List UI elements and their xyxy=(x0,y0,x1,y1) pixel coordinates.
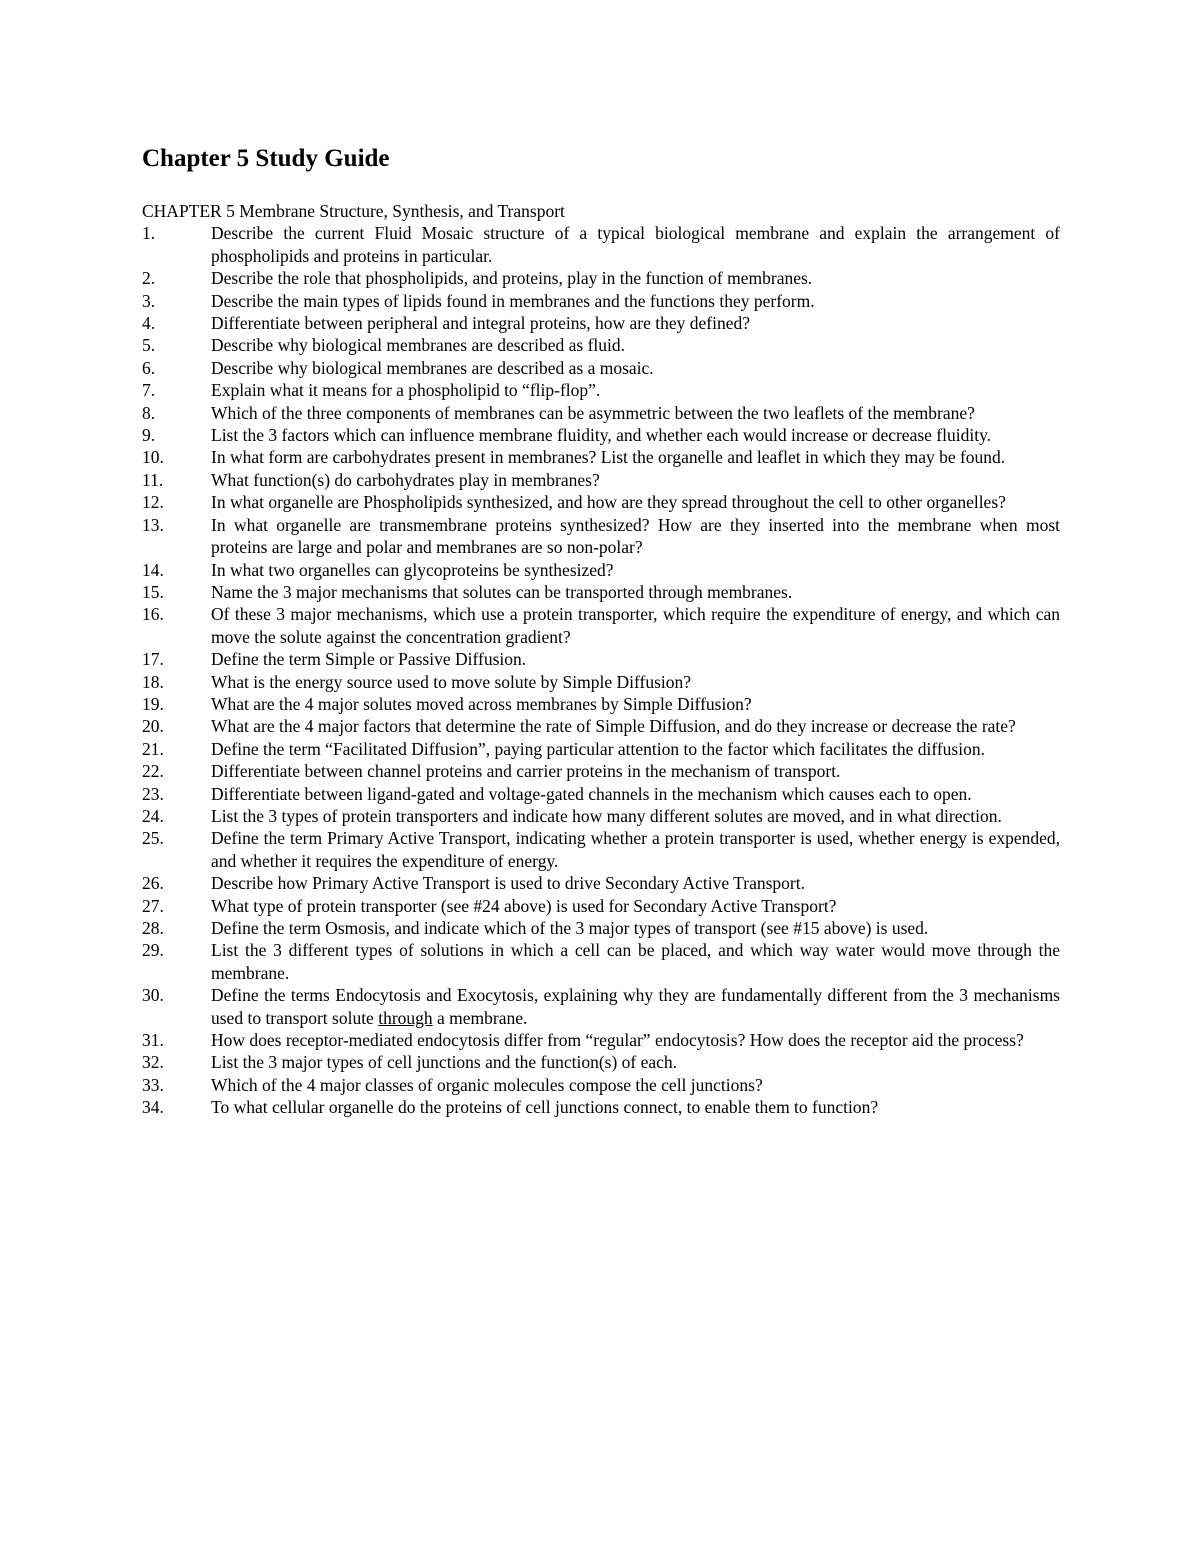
question-text: Describe the role that phospholipids, and proteins, play in the function of membranes. xyxy=(211,268,813,289)
question-item xyxy=(142,357,1060,379)
question-number: 24. xyxy=(142,805,164,826)
question-item xyxy=(142,693,1060,715)
question-number: 31. xyxy=(142,1030,164,1051)
question-item xyxy=(142,738,1060,760)
question-item xyxy=(142,514,1060,559)
question-text-part: a membrane. xyxy=(432,1007,528,1028)
question-text: In what two organelles can glycoproteins be synthesized? xyxy=(211,559,614,580)
question-item xyxy=(142,312,1060,334)
question-text: What function(s) do carbohydrates play in membranes? xyxy=(211,469,600,490)
question-number: 23. xyxy=(142,783,164,804)
question-text: Describe why biological membranes are described as a mosaic. xyxy=(211,357,654,378)
question-text: Of these 3 major mechanisms, which use a protein transporter, which require the expenditure of energy, and which can move the solute against the concentration gradient? xyxy=(211,604,1060,647)
question-item xyxy=(142,984,1060,1029)
question-number: 22. xyxy=(142,761,164,782)
question-item xyxy=(142,805,1060,827)
question-text-part: Define the terms Endocytosis and Exocytosis, explaining why they are fundamentally different from the 3 mechanisms used to transport solute xyxy=(211,985,1060,1028)
question-item xyxy=(142,559,1060,581)
question-number: 10. xyxy=(142,447,164,468)
question-text: In what organelle are Phospholipids synthesized, and how are they spread throughout the cell to other organelles? xyxy=(211,492,1006,513)
question-text: Define the term Primary Active Transport, indicating whether a protein transporter is used, whether energy is expended, and whether it requires the expenditure of energy. xyxy=(211,828,1060,871)
question-number: 17. xyxy=(142,649,164,670)
question-text: Differentiate between channel proteins and carrier proteins in the mechanism of transport. xyxy=(211,761,841,782)
question-number: 11. xyxy=(142,469,164,490)
question-number: 14. xyxy=(142,559,164,580)
question-item xyxy=(142,402,1060,424)
question-item xyxy=(142,715,1060,737)
question-item xyxy=(142,446,1060,468)
question-number: 16. xyxy=(142,604,164,625)
question-item xyxy=(142,469,1060,491)
question-text: Explain what it means for a phospholipid to “flip-flop”. xyxy=(211,380,601,401)
question-number: 19. xyxy=(142,693,164,714)
question-list xyxy=(142,222,1060,1118)
chapter-heading: CHAPTER 5 Membrane Structure, Synthesis, and Transport xyxy=(142,201,565,221)
question-item xyxy=(142,1029,1060,1051)
question-text: In what form are carbohydrates present in membranes? List the organelle and leaflet in which they may be found. xyxy=(211,447,1006,468)
question-text: In what organelle are transmembrane proteins synthesized? How are they inserted into the membrane when most proteins are large and polar and membranes are so non-polar? xyxy=(211,514,1060,558)
question-text: Which of the three components of membranes can be asymmetric between the two leaflets of the membrane? xyxy=(211,402,975,423)
question-text xyxy=(211,984,1060,1029)
question-number: 5. xyxy=(142,335,156,356)
question-text: Describe the current Fluid Mosaic structure of a typical biological membrane and explain the arrangement of phospholipids and proteins in particular. xyxy=(211,223,1060,266)
document-body xyxy=(142,200,1060,1119)
question-text: What are the 4 major solutes moved across membranes by Simple Diffusion? xyxy=(211,693,752,714)
question-text: Name the 3 major mechanisms that solutes can be transported through membranes. xyxy=(211,581,793,602)
question-item xyxy=(142,491,1060,513)
question-text: What is the energy source used to move solute by Simple Diffusion? xyxy=(211,671,692,692)
question-text: What are the 4 major factors that determine the rate of Simple Diffusion, and do they increase or decrease the rate? xyxy=(211,716,1016,737)
question-number: 7. xyxy=(142,380,156,401)
question-number: 4. xyxy=(142,313,156,334)
underlined-word: through xyxy=(378,1007,433,1028)
question-item xyxy=(142,603,1060,648)
question-item xyxy=(142,1051,1060,1073)
question-item xyxy=(142,379,1060,401)
question-text: Define the term “Facilitated Diffusion”, paying particular attention to the factor which facilitates the diffusion. xyxy=(211,738,985,759)
question-item xyxy=(142,827,1060,872)
question-number: 18. xyxy=(142,671,164,692)
question-text: List the 3 different types of solutions in which a cell can be placed, and which way water would move through the membrane. xyxy=(211,940,1060,983)
question-number: 26. xyxy=(142,873,164,894)
question-text: How does receptor-mediated endocytosis differ from “regular” endocytosis? How does the receptor aid the process? xyxy=(211,1030,1024,1051)
question-number: 27. xyxy=(142,895,164,916)
question-text: List the 3 factors which can influence membrane fluidity, and whether each would increase or decrease fluidity. xyxy=(211,425,992,446)
question-item xyxy=(142,581,1060,603)
question-number: 20. xyxy=(142,716,164,737)
question-number: 28. xyxy=(142,918,164,938)
question-text: Define the term Osmosis, and indicate which of the 3 major types of transport (see #15 above) is used. xyxy=(211,918,929,938)
question-item xyxy=(142,334,1060,356)
question-item xyxy=(142,917,1060,939)
question-text: Differentiate between ligand-gated and voltage-gated channels in the mechanism which causes each to open. xyxy=(211,783,972,804)
question-number: 3. xyxy=(142,290,156,311)
question-number: 30. xyxy=(142,985,164,1006)
question-number: 8. xyxy=(142,402,156,423)
question-text: List the 3 types of protein transporters and indicate how many different solutes are moved, and in what direction. xyxy=(211,805,1002,826)
question-item xyxy=(142,424,1060,446)
question-item xyxy=(142,895,1060,917)
question-text: List the 3 major types of cell junctions and the function(s) of each. xyxy=(211,1052,678,1073)
question-number: 25. xyxy=(142,828,164,849)
question-number: 34. xyxy=(142,1097,164,1118)
question-number: 13. xyxy=(142,514,164,535)
question-text: Differentiate between peripheral and integral proteins, how are they defined? xyxy=(211,313,751,334)
question-text: Describe how Primary Active Transport is used to drive Secondary Active Transport. xyxy=(211,873,805,894)
question-text: Describe why biological membranes are described as fluid. xyxy=(211,335,626,356)
question-text: Define the term Simple or Passive Diffusion. xyxy=(211,649,527,670)
question-item xyxy=(142,783,1060,805)
question-number: 2. xyxy=(142,268,156,289)
question-item xyxy=(142,671,1060,693)
question-number: 15. xyxy=(142,581,164,602)
question-item xyxy=(142,648,1060,670)
question-item xyxy=(142,939,1060,984)
question-item xyxy=(142,1074,1060,1096)
question-number: 12. xyxy=(142,492,164,513)
question-text: To what cellular organelle do the proteins of cell junctions connect, to enable them to function? xyxy=(211,1097,879,1118)
question-item xyxy=(142,1096,1060,1118)
question-number: 9. xyxy=(142,425,156,446)
question-item xyxy=(142,222,1060,267)
question-text: Which of the 4 major classes of organic molecules compose the cell junctions? xyxy=(211,1074,763,1095)
question-number: 33. xyxy=(142,1074,164,1095)
question-item xyxy=(142,872,1060,894)
question-number: 1. xyxy=(142,223,156,244)
page-title: Chapter 5 Study Guide xyxy=(142,145,390,172)
question-item xyxy=(142,290,1060,312)
question-item xyxy=(142,267,1060,289)
question-text: What type of protein transporter (see #24 above) is used for Secondary Active Transport? xyxy=(211,895,837,916)
question-text: Describe the main types of lipids found in membranes and the functions they perform. xyxy=(211,290,815,311)
question-number: 6. xyxy=(142,357,156,378)
question-number: 29. xyxy=(142,940,164,961)
question-number: 21. xyxy=(142,738,164,759)
question-item xyxy=(142,760,1060,782)
question-number: 32. xyxy=(142,1052,164,1073)
